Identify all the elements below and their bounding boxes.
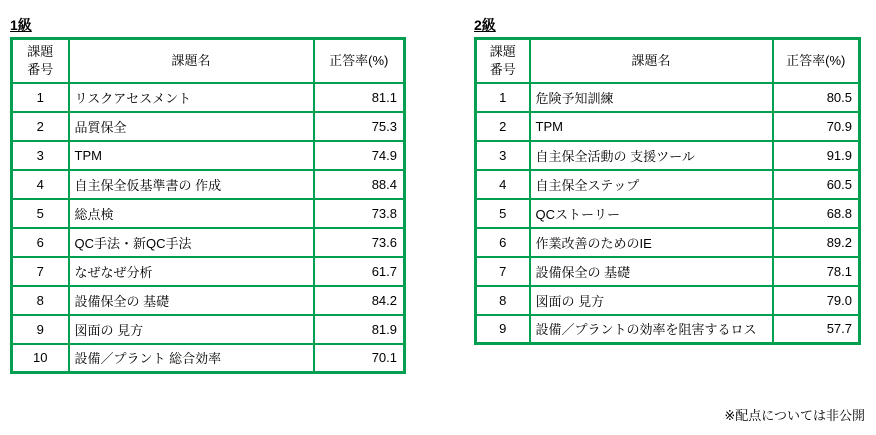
rate-cell: 75.3	[314, 112, 405, 141]
rate-cell: 73.8	[314, 199, 405, 228]
rate-cell: 81.1	[314, 83, 405, 112]
rate-cell: 89.2	[773, 228, 860, 257]
table-row	[12, 286, 405, 315]
task-name-cell: 設備保全の 基礎	[530, 257, 773, 286]
task-name-cell: リスクアセスメント	[69, 83, 314, 112]
table-row	[12, 257, 405, 286]
header-row	[476, 39, 860, 83]
task-number-cell: 9	[476, 315, 530, 344]
rate-cell: 70.1	[314, 344, 405, 373]
task-number-cell: 6	[12, 228, 69, 257]
task-name-cell: 設備保全の 基礎	[69, 286, 314, 315]
table-row	[476, 170, 860, 199]
task-number-cell: 1	[12, 83, 69, 112]
task-number-cell: 6	[476, 228, 530, 257]
task-number-cell: 2	[12, 112, 69, 141]
scoring-footnote: ※配点については非公開	[724, 408, 865, 423]
table-row	[476, 286, 860, 315]
table-row	[476, 228, 860, 257]
task-name-cell: 自主保全活動の 支援ツール	[530, 141, 773, 170]
rate-cell: 88.4	[314, 170, 405, 199]
level2-title: 2級	[474, 17, 496, 33]
table-row	[12, 141, 405, 170]
task-name-cell: QC手法・新QC手法	[69, 228, 314, 257]
table-row	[476, 141, 860, 170]
task-name-cell: QCストーリー	[530, 199, 773, 228]
task-number-cell: 3	[12, 141, 69, 170]
header-task-name: 課題名	[530, 39, 773, 83]
header-task-number	[12, 39, 69, 83]
rate-cell: 73.6	[314, 228, 405, 257]
header-task-number	[476, 39, 530, 83]
task-number-cell: 1	[476, 83, 530, 112]
task-name-cell: 総点検	[69, 199, 314, 228]
table-row	[476, 257, 860, 286]
header-row	[12, 39, 405, 83]
header-rate: 正答率(%)	[314, 39, 405, 83]
rate-cell: 91.9	[773, 141, 860, 170]
task-number-cell: 5	[476, 199, 530, 228]
rate-cell: 81.9	[314, 315, 405, 344]
task-number-cell: 7	[12, 257, 69, 286]
header-task-name: 課題名	[69, 39, 314, 83]
task-name-cell: TPM	[530, 112, 773, 141]
task-name-cell: 危険予知訓練	[530, 83, 773, 112]
task-number-cell: 4	[476, 170, 530, 199]
table-row	[12, 344, 405, 373]
rate-cell: 57.7	[773, 315, 860, 344]
task-number-cell: 9	[12, 315, 69, 344]
task-name-cell: TPM	[69, 141, 314, 170]
table-row	[476, 83, 860, 112]
task-name-cell: 設備／プラント 総合効率	[69, 344, 314, 373]
header-task-number-line2: 番号	[27, 61, 54, 77]
task-number-cell: 7	[476, 257, 530, 286]
task-name-cell: 設備／プラントの効率を阻害するロス	[530, 315, 773, 344]
rate-cell: 80.5	[773, 83, 860, 112]
task-name-cell: なぜなぜ分析	[69, 257, 314, 286]
rate-cell: 61.7	[314, 257, 405, 286]
level1-section	[10, 16, 406, 374]
level1-title: 1級	[10, 17, 32, 33]
table-row	[12, 170, 405, 199]
header-rate: 正答率(%)	[773, 39, 860, 83]
level1-table	[10, 37, 406, 374]
rate-cell: 68.8	[773, 199, 860, 228]
rate-cell: 74.9	[314, 141, 405, 170]
table-row	[476, 199, 860, 228]
rate-cell: 60.5	[773, 170, 860, 199]
header-task-number-line1: 課題	[489, 44, 516, 60]
rate-cell: 78.1	[773, 257, 860, 286]
header-task-number-line2: 番号	[489, 61, 516, 77]
task-name-cell: 図面の 見方	[530, 286, 773, 315]
task-number-cell: 4	[12, 170, 69, 199]
table-row	[476, 315, 860, 344]
task-number-cell: 8	[476, 286, 530, 315]
table-row	[12, 199, 405, 228]
task-name-cell: 自主保全ステップ	[530, 170, 773, 199]
task-name-cell: 品質保全	[69, 112, 314, 141]
rate-cell: 84.2	[314, 286, 405, 315]
task-number-cell: 3	[476, 141, 530, 170]
level2-table	[474, 37, 861, 345]
task-number-cell: 8	[12, 286, 69, 315]
task-name-cell: 作業改善のためのIE	[530, 228, 773, 257]
task-number-cell: 2	[476, 112, 530, 141]
task-number-cell: 10	[12, 344, 69, 373]
level2-section	[474, 16, 861, 345]
task-name-cell: 自主保全仮基準書の 作成	[69, 170, 314, 199]
table-row	[476, 112, 860, 141]
table-row	[12, 112, 405, 141]
rate-cell: 70.9	[773, 112, 860, 141]
table-row	[12, 315, 405, 344]
task-name-cell: 図面の 見方	[69, 315, 314, 344]
task-number-cell: 5	[12, 199, 69, 228]
header-task-number-line1: 課題	[27, 44, 54, 60]
table-row	[12, 83, 405, 112]
rate-cell: 79.0	[773, 286, 860, 315]
table-row	[12, 228, 405, 257]
